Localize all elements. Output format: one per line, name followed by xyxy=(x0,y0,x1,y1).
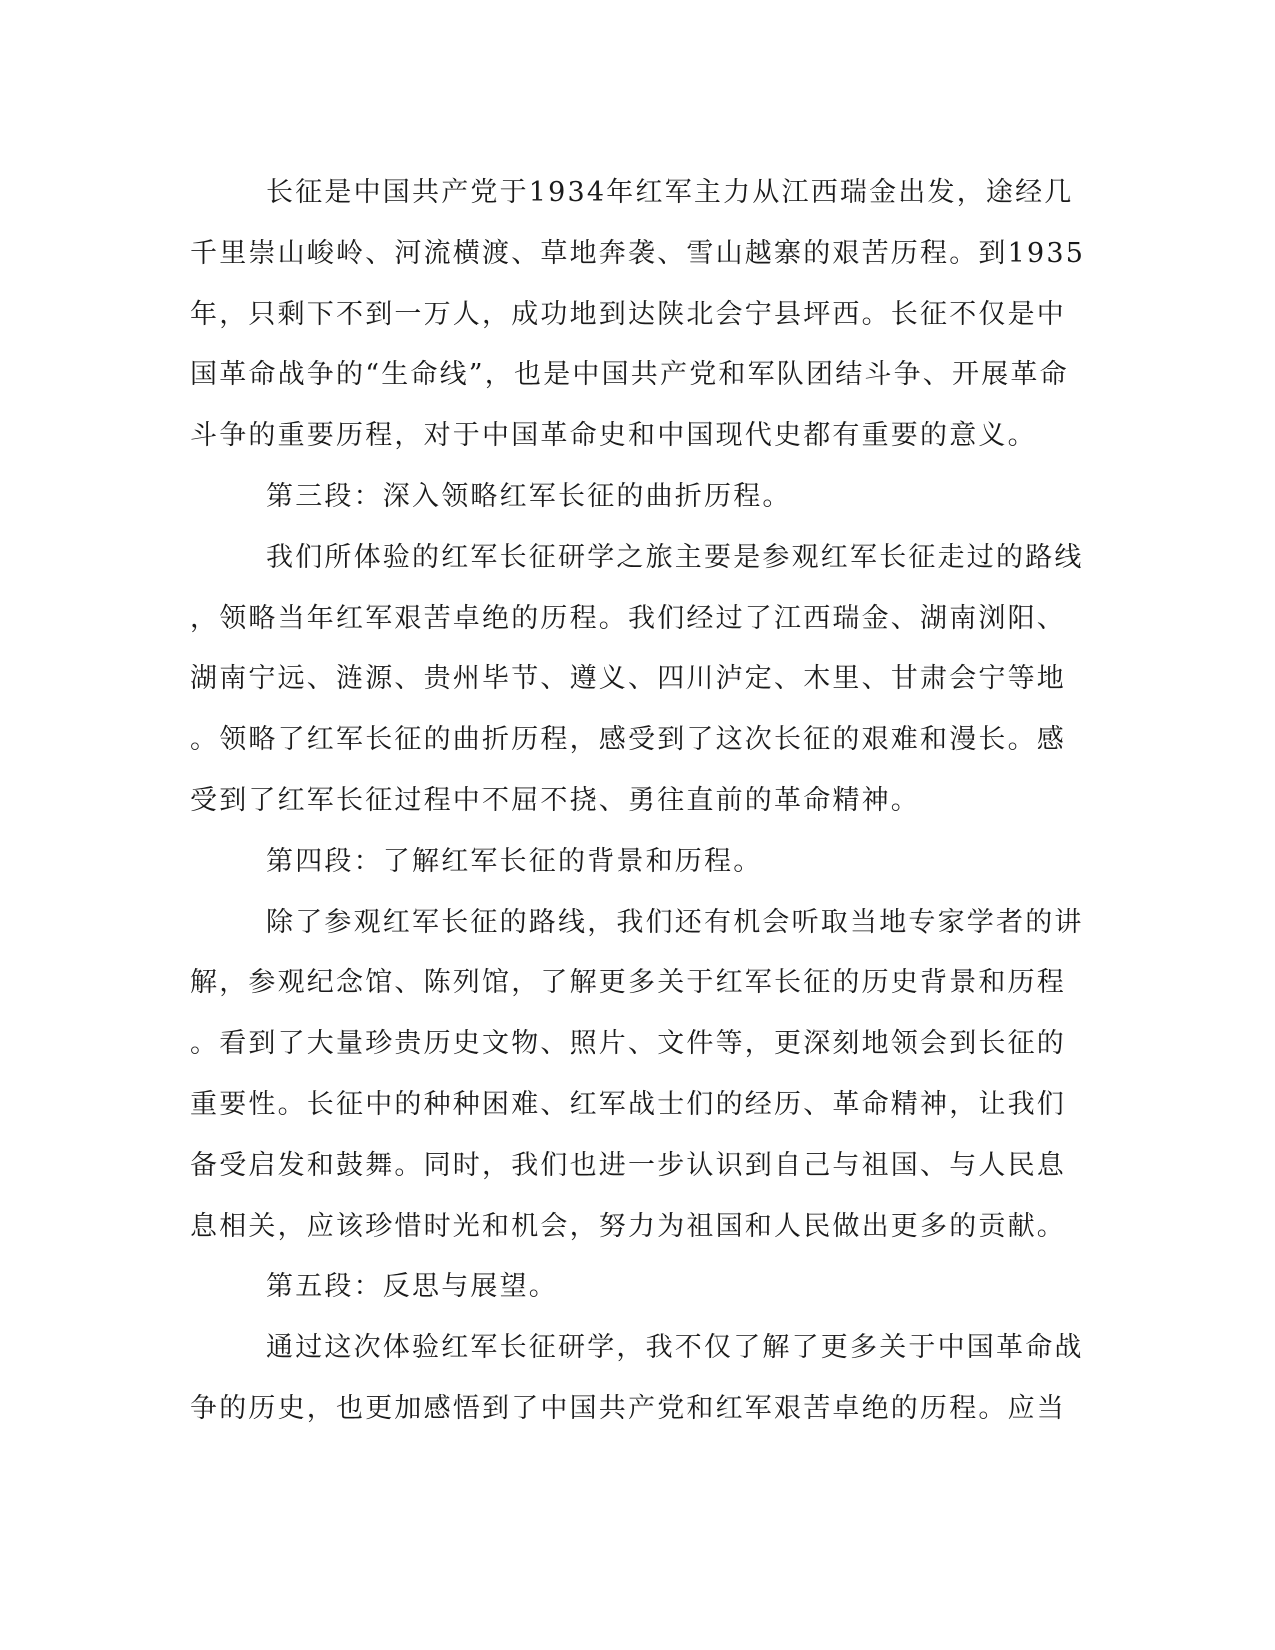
paragraph-line: 斗争的重要历程，对于中国革命史和中国现代史都有重要的意义。 xyxy=(190,420,1037,452)
paragraph-line: 息相关，应该珍惜时光和机会，努力为祖国和人民做出更多的贡献。 xyxy=(190,1210,1066,1242)
paragraph-line: 长征是中国共产党于1934年红军主力从江西瑞金出发，途经几 xyxy=(266,177,1074,208)
paragraph-line: 我们所体验的红军长征研学之旅主要是参观红军长征走过的路线 xyxy=(266,541,1084,573)
paragraph-line: 备受启发和鼓舞。同时，我们也进一步认识到自己与祖国、与人民息 xyxy=(190,1149,1066,1181)
section-heading: 第四段：了解红军长征的背景和历程。 xyxy=(266,845,763,877)
paragraph-line: 。看到了大量珍贵历史文物、照片、文件等，更深刻地领会到长征的 xyxy=(190,1028,1066,1060)
paragraph-line: ，领略当年红军艰苦卓绝的历程。我们经过了江西瑞金、湖南浏阳、 xyxy=(190,602,1066,634)
section-heading: 第三段：深入领略红军长征的曲折历程。 xyxy=(266,480,792,512)
paragraph-line: 。领略了红军长征的曲折历程，感受到了这次长征的艰难和漫长。感 xyxy=(190,724,1066,756)
paragraph-line: 争的历史，也更加感悟到了中国共产党和红军艰苦卓绝的历程。应当 xyxy=(190,1392,1066,1424)
body-text xyxy=(190,163,1085,1440)
paragraph-line: 重要性。长征中的种种困难、红军战士们的经历、革命精神，让我们 xyxy=(190,1088,1066,1120)
paragraph-line: 湖南宁远、涟源、贵州毕节、遵义、四川泸定、木里、甘肃会宁等地 xyxy=(190,663,1066,695)
paragraph-line: 国革命战争的“生命线”，也是中国共产党和军队团结斗争、开展革命 xyxy=(190,359,1069,391)
paragraph-line: 千里崇山峻岭、河流横渡、草地奔袭、雪山越寨的艰苦历程。到1935 xyxy=(190,237,1086,269)
paragraph-line: 年，只剩下不到一万人，成功地到达陕北会宁县坪西。长征不仅是中 xyxy=(190,298,1066,330)
paragraph-line: 解，参观纪念馆、陈列馆，了解更多关于红军长征的历史背景和历程 xyxy=(190,967,1066,999)
section-heading: 第五段：反思与展望。 xyxy=(266,1271,558,1303)
paragraph-line: 受到了红军长征过程中不屈不挠、勇往直前的革命精神。 xyxy=(190,784,920,816)
paragraph-line: 除了参观红军长征的路线，我们还有机会听取当地专家学者的讲 xyxy=(266,906,1084,938)
paragraph-line: 通过这次体验红军长征研学，我不仅了解了更多关于中国革命战 xyxy=(266,1332,1084,1364)
